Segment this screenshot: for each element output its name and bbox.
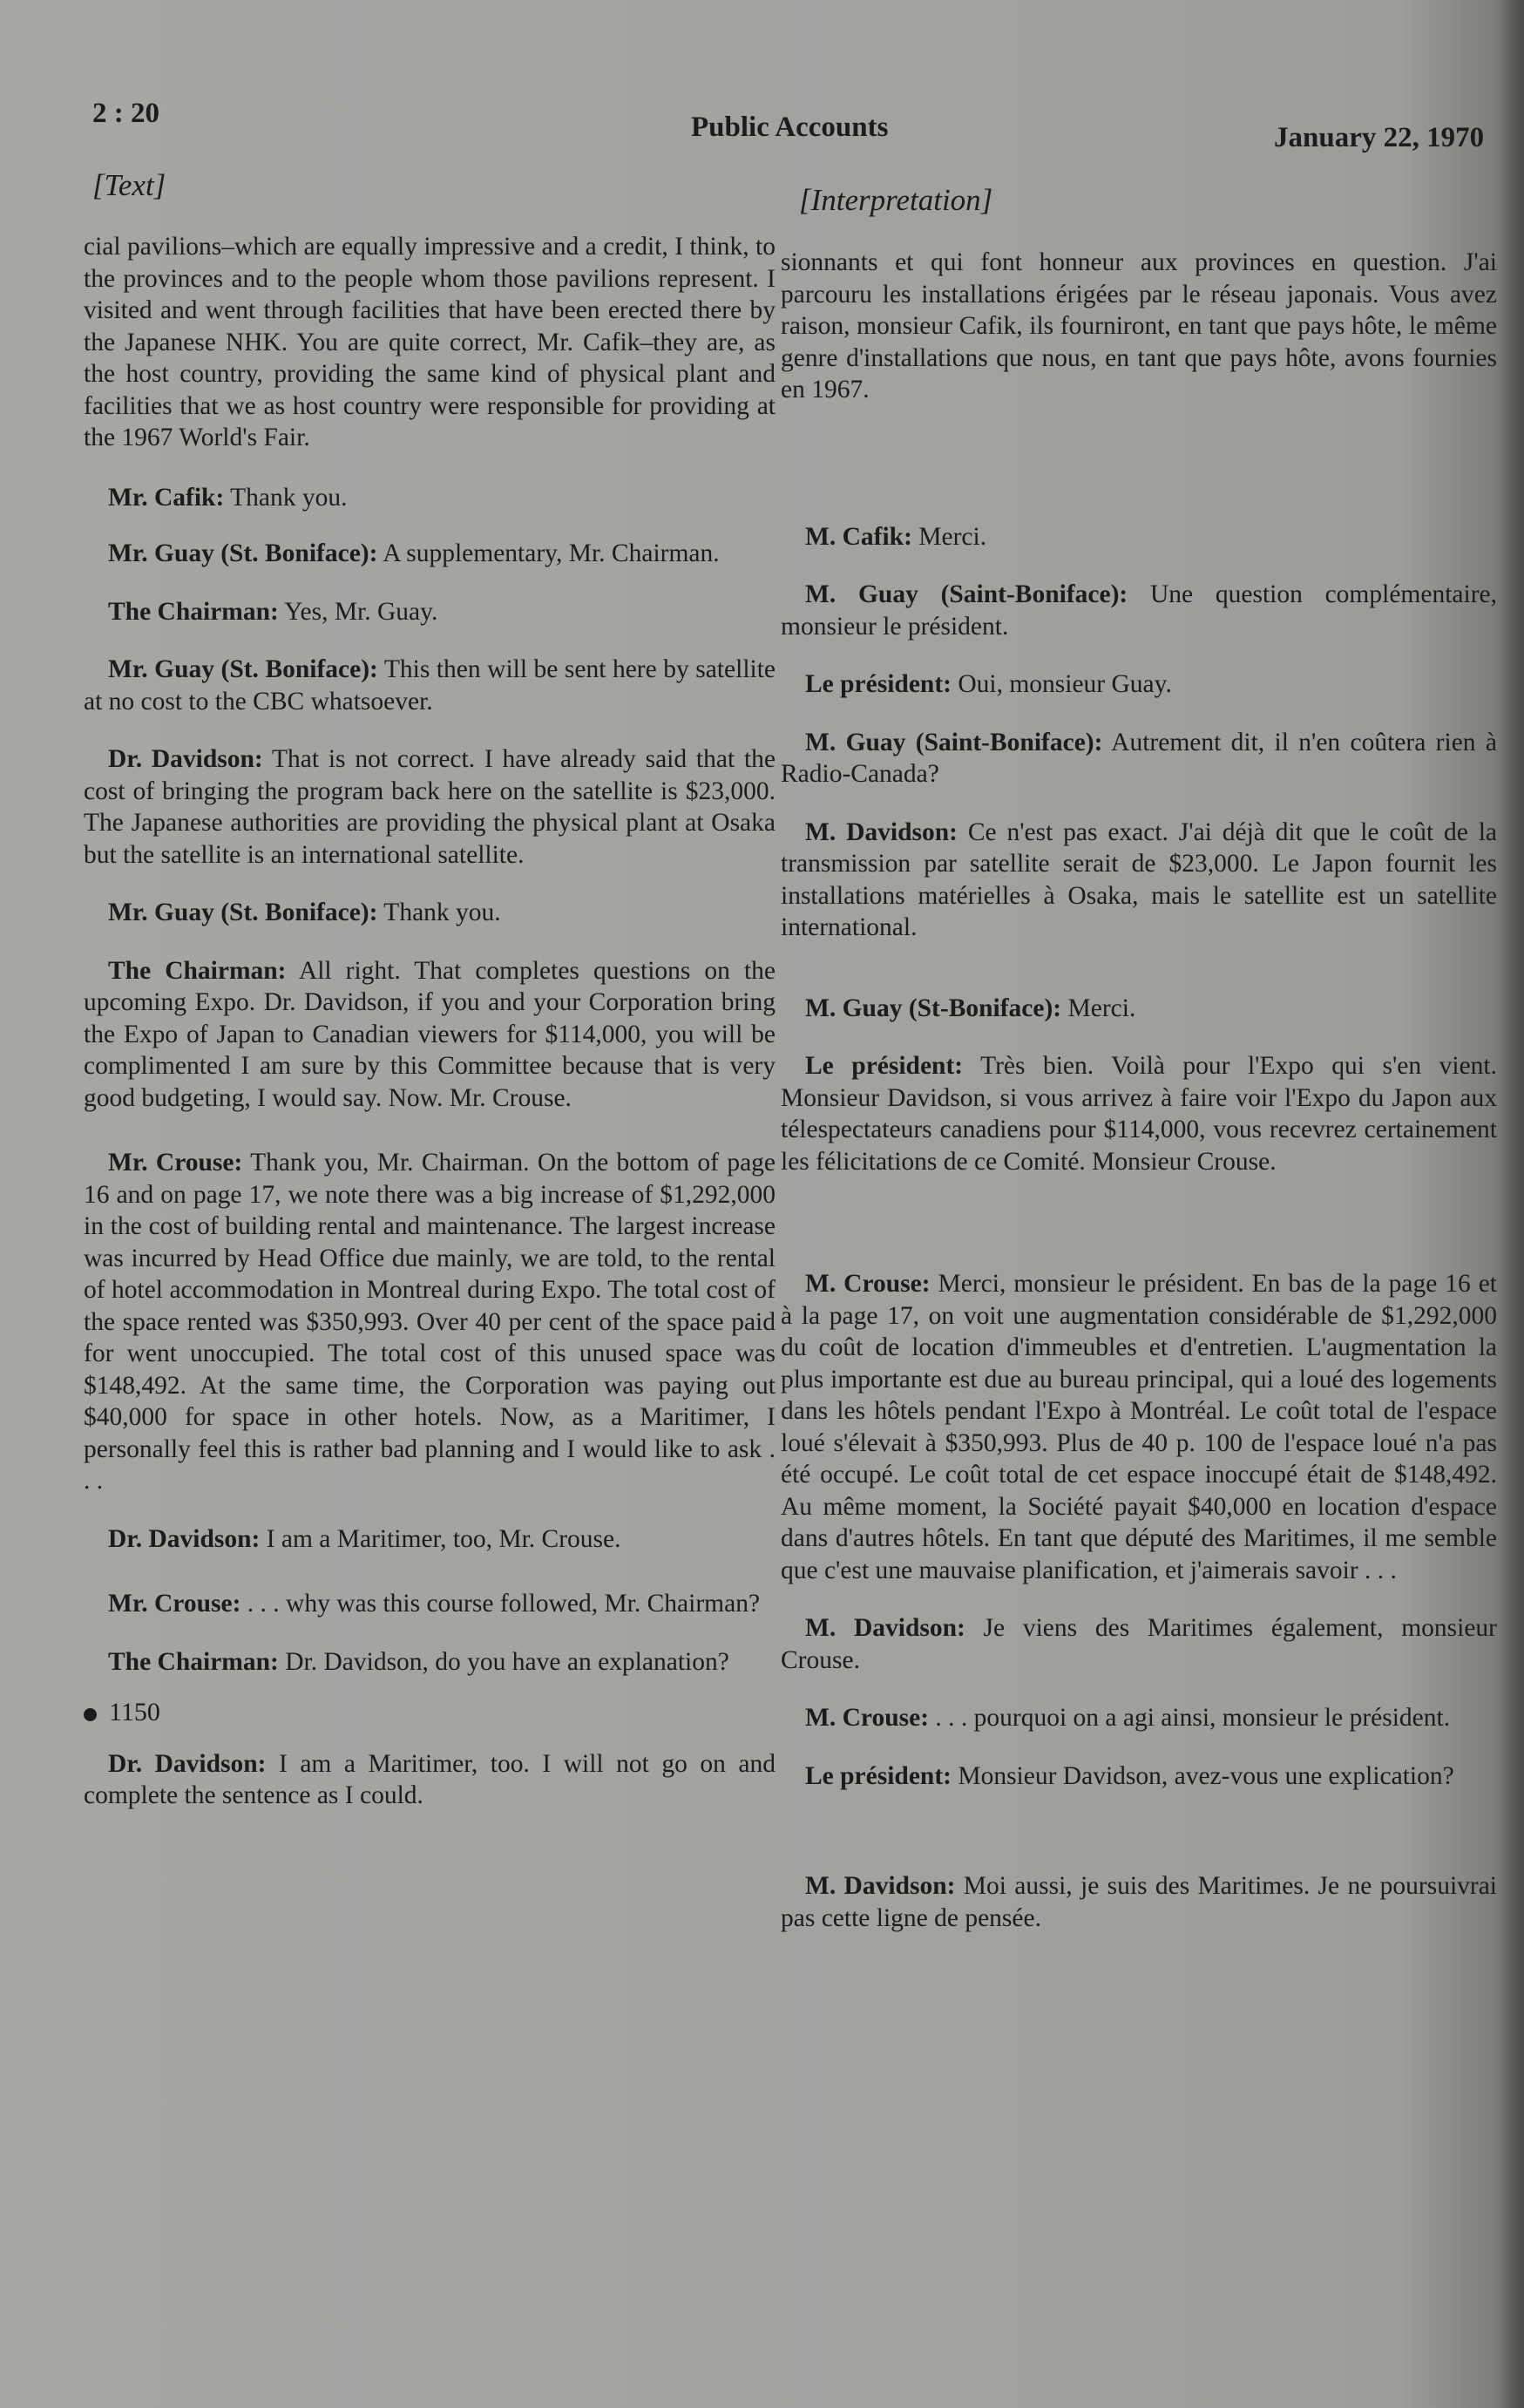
speaker: M. Davidson: [805, 817, 958, 846]
journal-title: Public Accounts [691, 112, 889, 143]
left-paragraph-6 [84, 897, 776, 929]
right-column-label: [Interpretation] [799, 183, 993, 217]
left-paragraph-7 [84, 955, 776, 1115]
speaker: The Chairman: [108, 597, 279, 626]
speech: This then will be sent here by satellite at no cost to the CBC whatsoever. [84, 655, 776, 716]
bullet-icon [84, 1708, 97, 1721]
left-paragraph-9 [84, 1523, 776, 1556]
speech: Très bien. Voilà pour l'Expo qui s'en vient. Monsieur Davidson, si vous arrivez à faire voir l'Expo du Japon aux télespectateurs canadiens pour $114,000, vous recevrez certainement les félicitations de ce Comité. Monsieur Crouse. [781, 1052, 1497, 1176]
speaker: Dr. Davidson: [108, 745, 263, 773]
right-paragraph-9 [781, 1612, 1497, 1676]
right-paragraph-10 [781, 1702, 1497, 1734]
speech: Monsieur Davidson, avez-vous une explication? [951, 1761, 1454, 1790]
speaker: Mr. Guay (St. Boniface): [108, 899, 378, 926]
speech: Dr. Davidson, do you have an explanation? [278, 1647, 729, 1676]
right-column [781, 247, 1497, 1934]
right-paragraph-8 [781, 1268, 1497, 1586]
left-paragraph-4 [84, 654, 776, 717]
speech: I am a Maritimer, too, Mr. Crouse. [260, 1524, 621, 1553]
left-paragraph-5 [84, 743, 776, 871]
page-edge-shadow [1500, 0, 1524, 2408]
speech: Thank you. [377, 899, 501, 926]
speaker: Mr. Cafik: [108, 483, 225, 512]
speaker: M. Guay (Saint-Boniface): [805, 728, 1103, 756]
left-paragraph-3 [84, 596, 776, 628]
speaker: M. Crouse: [805, 1270, 931, 1298]
speech: All right. That completes questions on the upcoming Expo. Dr. Davidson, if you and your Corporation bring the Expo of Japan to Canadian viewers for $114,000, you will be complimented I am sure by this Committee because that is very good budgeting, I would say. Now. Mr. Crouse. [84, 956, 776, 1112]
speaker: Le président: [805, 670, 952, 698]
speech: I am a Maritimer, too. I will not go on and complete the sentence as I could. [84, 1749, 776, 1809]
left-paragraph-1 [84, 482, 776, 514]
speech: Thank you, Mr. Chairman. On the bottom of page 16 and on page 17, we note there was a big increase of $1,292,000 in the cost of building rental and maintenance. The largest increase was incurred by Head Office due mainly, we are told, to the rental of hotel accommodation in Montreal during Expo. The total cost of the space rented was $350,993. Over 40 per cent of the space paid for went unoccupied. The total cost of this unused space was $148,492. At the same time, the Corporation was paying out $40,000 for space in other hotels. Now, as a Maritimer, I personally feel this is rather bad planning and I would like to ask . . . [84, 1149, 776, 1495]
right-paragraph-12 [781, 1870, 1497, 1934]
speaker: Mr. Guay (St. Boniface): [108, 655, 378, 683]
speech: Moi aussi, je suis des Maritimes. Je ne poursuivrai pas cette ligne de pensée. [781, 1872, 1497, 1932]
speaker: M. Guay (Saint-Boniface): [805, 580, 1128, 608]
speech: Oui, monsieur Guay. [951, 670, 1172, 698]
time-marker [84, 1697, 776, 1729]
speech: Je viens des Maritimes également, monsieur Crouse. [781, 1614, 1497, 1674]
speech: Une question complémentaire, monsieur le président. [781, 580, 1497, 641]
speaker: M. Guay (St-Boniface): [805, 994, 1062, 1022]
speaker: M. Davidson: [805, 1872, 956, 1900]
speaker: Dr. Davidson: [108, 1524, 261, 1553]
speech: Merci. [1061, 994, 1136, 1022]
right-paragraph-5 [781, 817, 1497, 944]
right-paragraph-3 [781, 668, 1497, 701]
page-date: January 22, 1970 [1274, 122, 1485, 153]
speaker: The Chairman: [108, 1647, 279, 1676]
speech: Merci, monsieur le président. En bas de la page 16 et à la page 17, on voit une augmentation considérable de $1,292,000 du coût de location d'immeubles et d'entretien. L'augmentation la plus importante est due au bureau principal, qui a loué des logements dans les hôtels pendant l'Expo à Montréal. Le coût total de l'espace loué s'élevait à $350,993. Plus de 40 p. 100 de l'espace loué n'a pas été occupé. Le coût total de cet espace inoccupé était de $148,492. Au même moment, la Société payait $40,000 en location d'espace dans d'autres hôtels. En tant que député des Maritimes, il me semble que c'est une mauvaise planification, et j'aimerais savoir . . . [781, 1270, 1497, 1584]
right-paragraph-11 [781, 1760, 1497, 1793]
speech: That is not correct. I have already said that the cost of bringing the program back here on the satellite is $23,000. The Japanese authorities are providing the physical plant at Osaka but the satellite is an international satellite. [84, 745, 776, 869]
speech: Ce n'est pas exact. J'ai déjà dit que le coût de la transmission par satellite serait de $23,000. Le Japon fournit les installations matérielles à Osaka, mais le satellite est un satellite international. [781, 817, 1497, 941]
left-column-label: [Text] [92, 168, 166, 202]
right-paragraph-2 [781, 579, 1497, 642]
speech: Yes, Mr. Guay. [278, 597, 438, 626]
right-paragraph-4 [781, 727, 1497, 790]
page-number: 2 : 20 [92, 98, 159, 129]
speaker: Mr. Guay (St. Boniface): [108, 539, 378, 567]
time-marker-text: 1150 [109, 1698, 160, 1726]
speech: A supplementary, Mr. Chairman. [377, 539, 720, 567]
speaker: Le président: [805, 1761, 952, 1790]
speech: . . . pourquoi on a agi ainsi, monsieur le président. [929, 1704, 1451, 1732]
speaker: M. Crouse: [805, 1704, 930, 1732]
left-paragraph-8 [84, 1147, 776, 1497]
speech: Thank you. [224, 483, 348, 512]
speaker: Mr. Crouse: [108, 1590, 241, 1618]
left-paragraph-11 [84, 1646, 776, 1679]
left-paragraph-2 [84, 538, 776, 570]
speaker: Le président: [805, 1052, 964, 1080]
speaker: M. Cafik: [805, 522, 912, 551]
speech: Autrement dit, il n'en coûtera rien à Radio-Canada? [781, 728, 1497, 788]
speaker: M. Davidson: [805, 1614, 965, 1642]
speaker: The Chairman: [108, 956, 287, 985]
right-paragraph-7 [781, 1050, 1497, 1177]
right-continuation: sionnants et qui font honneur aux provinces en question. J'ai parcouru les installations érigées par le réseau japonais. Vous avez raison, monsieur Cafik, ils fourniront, en tant que pays hôte, le même genre d'installations que nous, en tant que pays hôte, avons fournies en 1967. [781, 248, 1497, 404]
speech: . . . why was this course followed, Mr. Chairman? [240, 1590, 761, 1618]
right-paragraph-6 [781, 993, 1497, 1025]
speaker: Mr. Crouse: [108, 1149, 243, 1177]
speaker: Dr. Davidson: [108, 1749, 267, 1778]
left-paragraph-10 [84, 1588, 776, 1620]
speech: Merci. [911, 522, 987, 551]
left-column [84, 231, 776, 1812]
left-continuation: cial pavilions–which are equally impressive and a credit, I think, to the provinces and to the people whom those pavilions represent. I visited and went through facilities that have been erected there by the Japanese NHK. You are quite correct, Mr. Cafik–they are, as the host country, providing the same kind of physical plant and facilities that we as host country were responsible for providing at the 1967 World's Fair. [84, 233, 776, 451]
left-paragraph-12 [84, 1748, 776, 1812]
right-paragraph-1 [781, 521, 1497, 553]
